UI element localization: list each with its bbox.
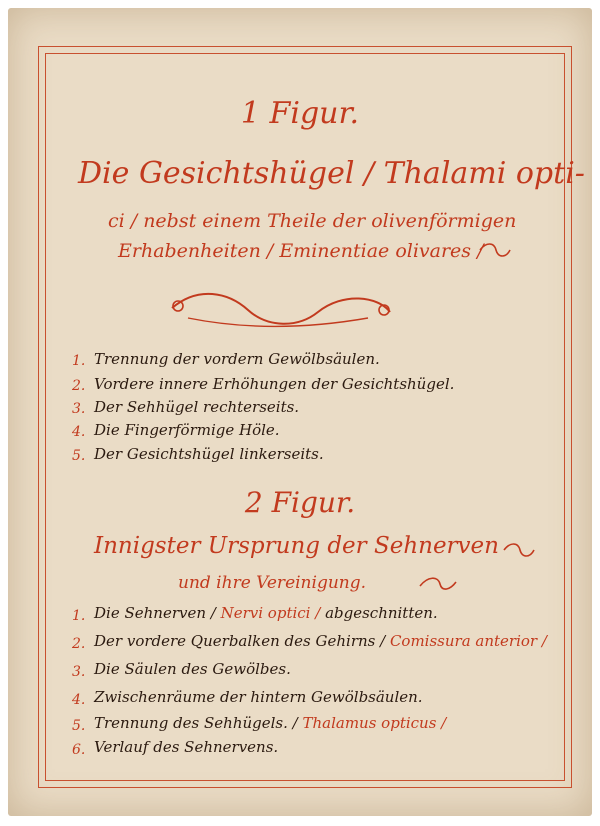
latin-term: Thalamus opticus / <box>302 714 447 732</box>
end-flourish-icon <box>418 576 458 592</box>
end-flourish-icon <box>478 242 512 258</box>
list-item: Der Gesichtshügel linkerseits. <box>94 445 324 463</box>
list-number: 1. <box>72 608 86 624</box>
list-item <box>94 632 547 650</box>
list-item-text: Die Sehnerven / <box>94 604 221 622</box>
list-number: 5. <box>72 448 86 464</box>
list-item: Zwischenräume der hintern Gewölbsäulen. <box>94 688 423 706</box>
latin-term: Comissura anterior / <box>389 632 547 650</box>
figure2-heading: 2 Figur. <box>244 486 356 519</box>
figure1-heading: 1 Figur. <box>240 96 360 131</box>
list-number: 3. <box>72 664 86 680</box>
list-number: 4. <box>72 692 86 708</box>
list-number: 5. <box>72 718 86 734</box>
list-item: Trennung der vordern Gewölbsäulen. <box>94 350 380 368</box>
list-item: Vordere innere Erhöhungen der Gesichtshügel. <box>94 375 455 393</box>
list-item-text: Der vordere Querbalken des Gehirns / <box>94 632 390 650</box>
list-number: 1. <box>72 353 86 369</box>
list-item: Der Sehhügel rechterseits. <box>94 398 300 416</box>
list-number: 2. <box>72 636 86 652</box>
manuscript-page <box>8 8 592 816</box>
list-item-text: Trennung des Sehhügels. / <box>94 714 303 732</box>
ornamental-flourish-icon <box>168 288 398 338</box>
list-item: Verlauf des Sehnervens. <box>94 738 279 756</box>
figure2-title-line2: und ihre Vereinigung. <box>178 573 367 593</box>
list-number: 2. <box>72 378 86 394</box>
list-number: 3. <box>72 401 86 417</box>
list-item: Die Fingerförmige Höle. <box>94 421 280 439</box>
list-item <box>94 604 438 622</box>
end-flourish-icon <box>502 542 536 558</box>
list-number: 6. <box>72 742 86 758</box>
list-item-text: abgeschnitten. <box>320 604 438 622</box>
figure2-title-line1: Innigster Ursprung der Sehnerven <box>94 533 499 559</box>
list-item: Die Säulen des Gewölbes. <box>94 660 291 678</box>
figure1-title-line1: Die Gesichtshügel / Thalami opti- <box>78 156 585 191</box>
list-number: 4. <box>72 424 86 440</box>
latin-term: Nervi optici / <box>220 604 321 622</box>
figure1-title-line2: ci / nebst einem Theile der olivenförmigen <box>108 210 517 232</box>
figure1-title-line3: Erhabenheiten / Eminentiae olivares / <box>118 240 484 262</box>
list-item <box>94 714 446 732</box>
